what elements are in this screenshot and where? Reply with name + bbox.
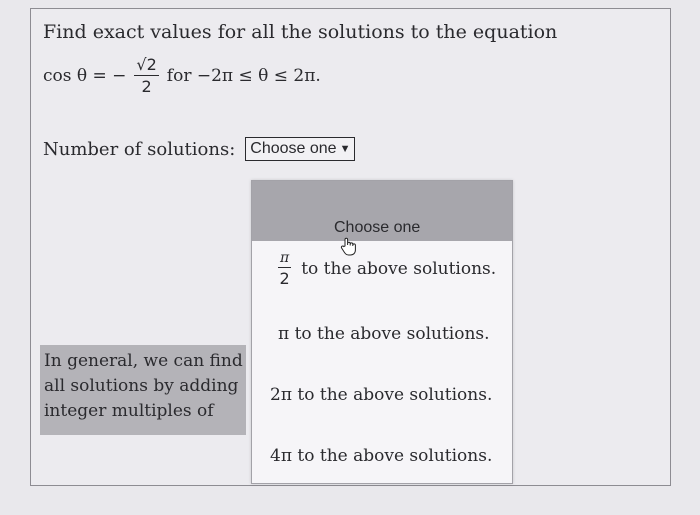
option-1-text: to the above solutions. [301,259,497,279]
equation [43,57,321,95]
dropdown-option-choose-one[interactable] [252,181,512,241]
option-fraction-numerator: π [280,250,290,266]
solutions-count-row [43,137,355,161]
dropdown-option-pi[interactable]: π to the above solutions. [278,324,490,344]
equation-range: for −2π ≤ θ ≤ 2π. [166,66,321,86]
dropdown-option-2pi[interactable]: 2π to the above solutions. [270,385,493,405]
fraction-numerator: √2 [136,55,157,74]
solutions-count-label: Number of solutions: [43,138,236,160]
dropdown-option-4pi[interactable]: 4π to the above solutions. [270,446,493,466]
question-panel [30,8,671,486]
caret-down-icon: ▼ [339,143,351,155]
option-fraction [278,251,291,287]
equation-lhs: cos θ = − [43,66,127,86]
general-solution-text [40,345,246,435]
question-text: Find exact values for all the solutions to the equation [43,21,558,43]
general-line-2: all solutions by adding [44,376,239,396]
fraction-denominator: 2 [141,77,152,96]
select-value: Choose one [250,140,337,157]
option-fraction-denominator: 2 [279,269,290,288]
dropdown-header-label: Choose one [334,219,421,236]
general-line-3: integer multiples of [44,401,214,421]
solutions-count-select[interactable] [245,137,355,161]
general-line-1: In general, we can find [44,351,243,371]
multiples-dropdown-menu[interactable] [251,180,513,484]
dropdown-option-pi-over-2[interactable] [278,251,538,287]
equation-fraction [134,57,158,95]
